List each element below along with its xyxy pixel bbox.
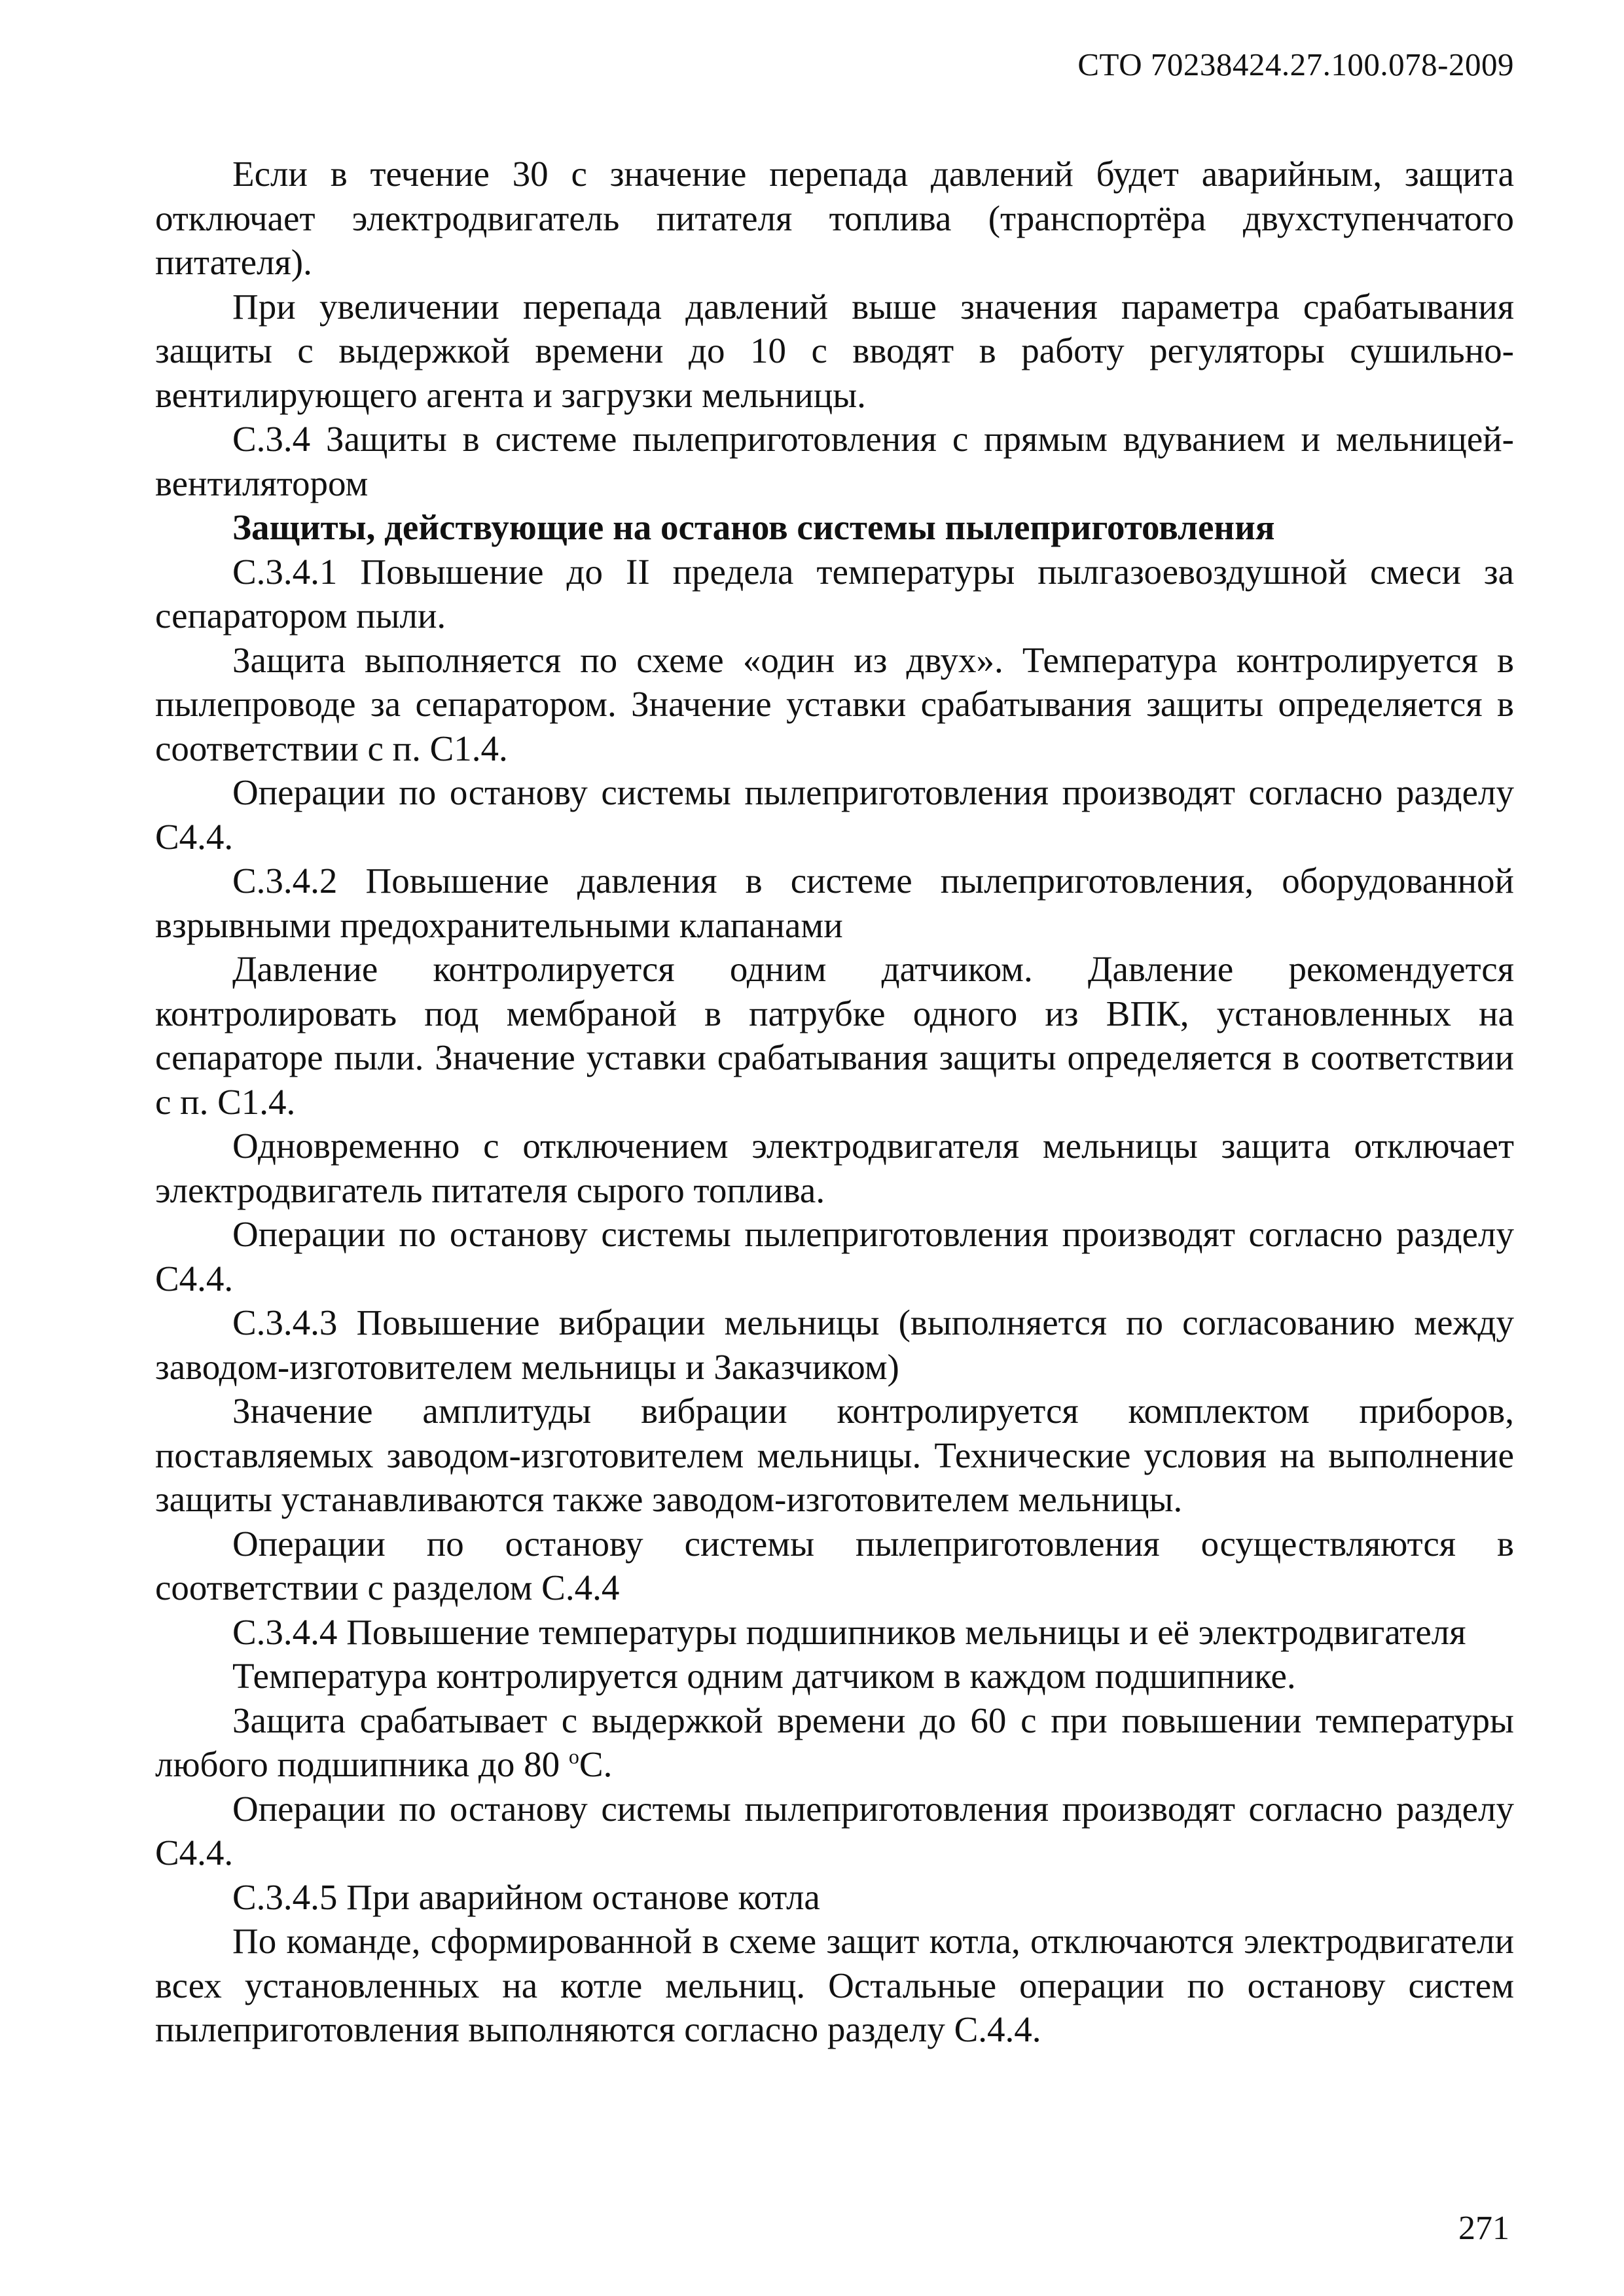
- degree-superscript: о: [568, 1744, 579, 1768]
- item-c-3-4-3: С.3.4.3 Повышение вибрации мельницы (выполняется по согласованию между заводом-изготовителем мельницы и Заказчиком): [155, 1302, 1514, 1387]
- paragraph-operations-2: Операции по останову системы пылеприготовления производят согласно разделу С4.4.: [155, 1214, 1514, 1299]
- paragraph-pressure-sensor: Давление контролируется одним датчиком. Давление рекомендуется контролировать под мембраной в патрубке одного из ВПК, установленных на сепараторе пыли. Значение уставки срабатывания защиты определяется в соответствии с п. С1.4.: [155, 949, 1514, 1122]
- item-c-3-4-2: С.3.4.2 Повышение давления в системе пылеприготовления, оборудованной взрывными предохранительными клапанами: [155, 861, 1514, 945]
- page-number: 271: [1458, 2210, 1509, 2247]
- paragraph-pressure-increase: При увеличении перепада давлений выше значения параметра срабатывания защиты с выдержкой времени до 10 с вводят в работу регуляторы сушильно-вентилирующего агента и загрузки мельницы.: [155, 286, 1514, 415]
- section-c-3-4-heading: С.3.4 Защиты в системе пылеприготовления с прямым вдуванием и мельницей-вентилятором: [155, 419, 1514, 503]
- document-body: [155, 152, 1514, 2052]
- paragraph-operations-4: Операции по останову системы пылеприготовления производят согласно разделу С4.4.: [155, 1788, 1514, 1873]
- paragraph-vibration-amplitude: Значение амплитуды вибрации контролируется комплектом приборов, поставляемых заводом-изготовителем мельницы. Технические условия на выполнение защиты устанавливаются также заводом-изготовителем мельницы.: [155, 1391, 1514, 1519]
- paragraph-boiler-command: По команде, сформированной в схеме защит котла, отключаются электродвигатели всех установленных на котле мельниц. Остальные операции по останову систем пылеприготовления выполняются согласно разделу С.4.4.: [155, 1921, 1514, 2049]
- document-code-header: СТО 70238424.27.100.078-2009: [1077, 46, 1514, 82]
- paragraph-operations-3: Операции по останову системы пылеприготовления осуществляются в соответствии с разделом С.4.4: [155, 1523, 1514, 1607]
- item-c-3-4-5: С.3.4.5 При аварийном останове котла: [232, 1876, 820, 1917]
- paragraph-operations-1: Операции по останову системы пылеприготовления производят согласно разделу С4.4.: [155, 772, 1514, 857]
- delay-text-after: С.: [579, 1744, 613, 1784]
- paragraph-emergency-drop: Если в течение 30 с значение перепада давлений будет аварийным, защита отключает электродвигатель питателя топлива (транспортёра двухступенчатого питателя).: [155, 154, 1514, 282]
- delay-text-before: Защита срабатывает с выдержкой времени до 60 с при повышении температуры любого подшипника до 80: [155, 1700, 1514, 1784]
- paragraph-simultaneous-shutdown: Одновременно с отключением электродвигателя мельницы защита отключает электродвигатель питателя сырого топлива.: [155, 1126, 1514, 1210]
- item-c-3-4-4: С.3.4.4 Повышение температуры подшипников мельницы и её электродвигателя: [232, 1611, 1466, 1652]
- paragraph-one-of-two: Защита выполняется по схеме «один из двух». Температура контролируется в пылепроводе за сепаратором. Значение уставки срабатывания защиты определяется в соответствии с п. С1.4.: [155, 639, 1514, 768]
- paragraph-delay-60s: [155, 1698, 1514, 1787]
- item-c-3-4-1: С.3.4.1 Повышение до II предела температуры пылгазоевоздушной смеси за сепаратором пыли.: [155, 551, 1514, 636]
- paragraph-bearing-sensor: Температура контролируется одним датчиком в каждом подшипнике.: [232, 1656, 1296, 1696]
- subsection-bold-heading: Защиты, действующие на останов системы пылеприготовления: [232, 507, 1275, 547]
